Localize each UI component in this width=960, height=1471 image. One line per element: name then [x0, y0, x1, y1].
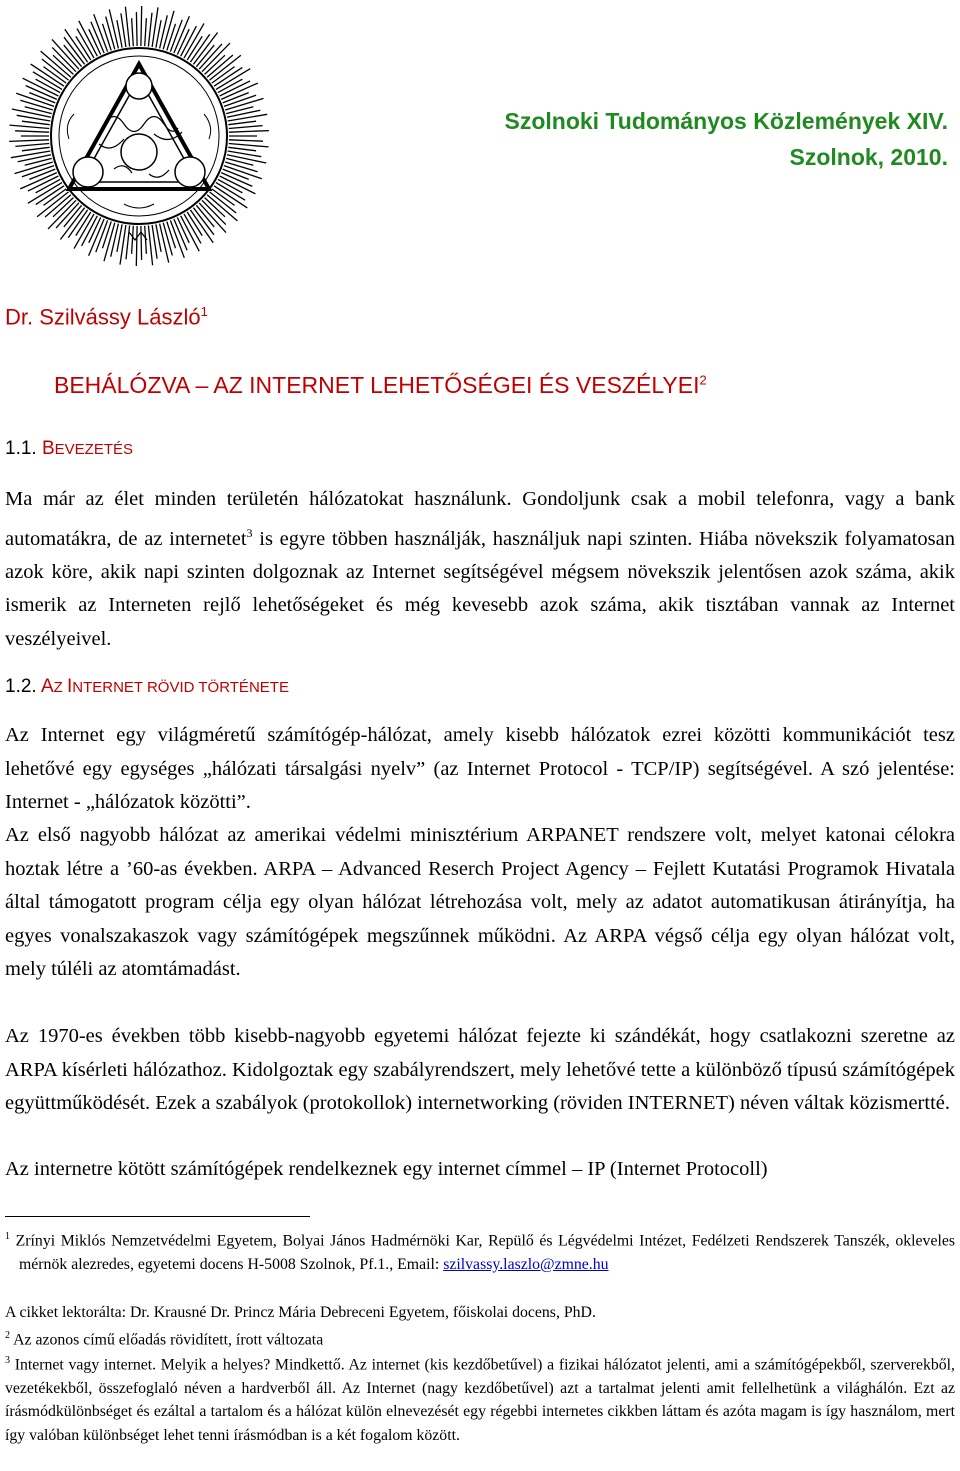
footnote-3: $^3$ Internet vagy internet. Melyik a helyes? Mindkettő. Az internet (kis kezdőbetűvel) a fizikai hálózatot jelenti, ami a számítógépekből, szerverekből, vezetékekből, összefoglaló néven a hardverből áll. Az Internet (nagy kezdőbetűvel) azt a tartalmat jelenti amit fellelhetünk a világhálón. Ezt az írásmódkülönbséget és ezáltal a tartalom és a hálózat külön elnevezését egy régebbi internetes cikkben láttam és azóta magam is így használom, mert így valóban különbséget lehet tenni írásmódban is a két fogalom között. [5, 1355, 955, 1444]
journal-header [504, 103, 948, 175]
author-name: Dr. Szilvássy László$^1$ [5, 304, 208, 330]
footnote-ref-1[interactable]: 1 [200, 304, 208, 319]
footnote-separator [5, 1216, 310, 1217]
footnote-ref-2[interactable]: 2 [699, 372, 707, 388]
intro-paragraph: Ma már az élet minden területén hálózatokat használunk. Gondoljunk csak a mobil telefonra, vagy a bank automatákra, de az internetet$^3$ is egyre többen használják, használjuk napi szinten. Hiába növekszik folyamatosan azok köre, akik napi szinten dolgoznak az Internet segítségével mégsem növekszik jelentősen azok száma, akik ismerik az Interneten rejlő lehetőségeket és még kevesebb azok száma, akik tisztában vannak az Internet veszélyeivel. [5, 488, 956, 650]
author-email-link[interactable]: szilvassy.laszlo@zmne.hu [443, 1255, 609, 1273]
footnote-2: $^2$ Az azonos című előadás rövidített, írott változata [5, 1330, 324, 1349]
history-paragraph-2: Az első nagyobb hálózat az amerikai védelmi minisztérium ARPANET rendszere volt, melyet katonai célokra hoztak létre a ’60-as években. ARPA – Advanced Reserch Project Agency – Fejlett Kutatási Programok Hivatala által támogatott program célja egy olyan hálózat létrehozása volt, mely az adatot automatikusan átirányítja, ha egyes vonalszakaszok vagy számítógépek megszűnnek működni. Az ARPA végső célja egy olyan hálózat volt, mely túléli az atomtámadást. [5, 824, 955, 980]
reviewer-note: A cikket lektorálta: Dr. Krausné Dr. Princz Mária Debreceni Egyetem, főiskolai docens, PhD. [5, 1304, 596, 1321]
journal-place-year: Szolnok, 2010. [789, 144, 948, 170]
footnote-ref-3[interactable]: 3 [246, 525, 253, 540]
section-heading-1-2: 1.2. AZ INTERNET RÖVID TÖRTÉNETE [5, 676, 289, 697]
journal-name: Szolnoki Tudományos Közlemények XIV. [504, 108, 948, 134]
footnote-1: $^1$ Zrínyi Miklós Nemzetvédelmi Egyetem, Bolyai János Hadmérnöki Kar, Repülő és Légvédelmi Intézet, Fedélzeti Rendszerek Tanszék, okleveles mérnök alezredes, egyetemi docens H-5008 Szolnok, Pf.1., Email: szilvassy.laszlo@zmne.hu [5, 1231, 955, 1273]
history-paragraph-4: Az internetre kötött számítógépek rendelkeznek egy internet címmel – IP (Internet Protocoll) [5, 1158, 768, 1180]
section-heading-1-1: 1.1. BEVEZETÉS [5, 438, 134, 459]
journal-emblem-logo [4, 4, 274, 266]
history-paragraph-3: Az 1970-es években több kisebb-nagyobb egyetemi hálózat fejezte ki szándékát, hogy csatlakozni szeretne az ARPA kísérleti hálózathoz. Kidolgoztak egy szabályrendszert, mely lehetővé tette a különböző típusú számítógépek együttműködését. Ezek a szabályok (protokollok) internetworking (röviden INTERNET) néven váltak közismertté. [5, 1025, 955, 1114]
history-paragraph-1: Az Internet egy világméretű számítógép-hálózat, amely kisebb hálózatok ezrei közötti kommunikációt tesz lehetővé egy egységes „hálózati társalgási nyelv” (az Internet Protocol - TCP/IP) segítségével. A szó jelentése: Internet - „hálózatok közötti”. [5, 724, 955, 813]
article-title: BEHÁLÓZVA – AZ INTERNET LEHETŐSÉGEI ÉS VESZÉLYEI$^2$ [54, 372, 707, 398]
